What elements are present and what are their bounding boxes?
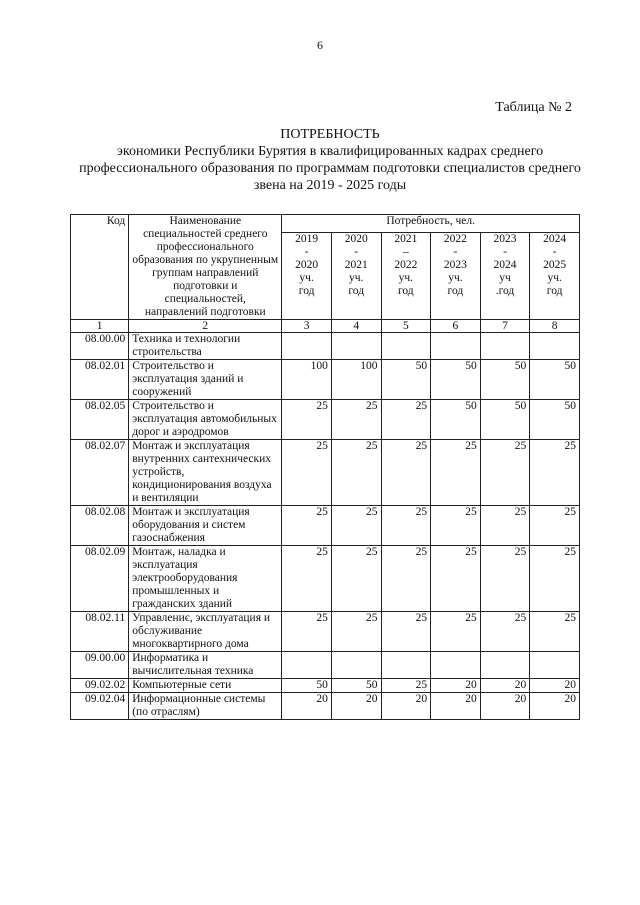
row-value: 25 [331,506,381,546]
table-header-row [71,215,580,233]
row-value [331,333,381,360]
header-year [480,232,530,320]
title-subtitle: экономики Республики Бурятия в квалифицированных кадрах среднего профессионального образования по программам подготовки специалистов среднего звена на 2019 - 2025 годы [79,144,581,193]
header-year-u2: год [397,284,414,297]
table-row [71,333,580,360]
row-name: Строительство и эксплуатация зданий и сооружений [129,360,282,400]
header-year-y2: 2023 [443,258,467,271]
header-year-y1: 2022 [443,232,467,245]
header-year-sep: - [503,245,507,258]
table-row [71,506,580,546]
row-value: 25 [331,400,381,440]
row-value [381,652,431,679]
row-value: 50 [431,360,481,400]
row-value: 25 [530,506,580,546]
row-value [282,652,332,679]
header-year-sep: – [402,245,409,258]
row-value: 20 [431,679,481,693]
header-year-u1: уч. [398,271,414,284]
header-year-u1: уч [499,271,511,284]
header-year-y2: 2021 [344,258,368,271]
row-value: 20 [331,693,381,720]
row-value: 100 [331,360,381,400]
row-value: 25 [331,612,381,652]
row-name: Монтаж и эксплуатация внутренних сантехнических устройств, кондиционирования воздуха и вентиляции [129,440,282,506]
header-year-u2: год [298,284,315,297]
row-value: 20 [530,679,580,693]
column-number: 4 [331,320,381,333]
row-value [431,333,481,360]
row-value: 25 [431,612,481,652]
row-value: 25 [282,440,332,506]
row-value: 25 [431,546,481,612]
row-value: 25 [381,440,431,506]
row-name: Компьютерные сети [129,679,282,693]
demand-table [70,214,580,720]
row-value: 50 [431,400,481,440]
table-row [71,440,580,506]
row-value: 50 [530,360,580,400]
row-code: 08.02.05 [71,400,129,440]
header-year-u1: уч. [448,271,463,284]
row-code: 09.02.04 [71,693,129,720]
table-row [71,360,580,400]
table-row [71,546,580,612]
column-number: 5 [381,320,431,333]
row-value: 25 [530,612,580,652]
row-value: 50 [530,400,580,440]
header-year [381,232,431,320]
table-row [71,652,580,679]
header-year-sep: - [453,245,458,258]
row-value: 25 [431,506,481,546]
row-value: 20 [480,679,530,693]
title-heading: ПОТРЕБНОСТЬ [280,127,380,142]
row-name: Техника и технологии строительства [129,333,282,360]
column-number: 3 [282,320,332,333]
row-name: Строительство и эксплуатация автомобильных дорог и аэродромов [129,400,282,440]
row-value: 25 [381,506,431,546]
header-name: Наименование специальностей среднего профессионального образования по укрупненным группам направлений подготовки и специальностей, направлений подготовки [129,215,282,320]
row-code: 08.00.00 [71,333,129,360]
column-number: 6 [431,320,481,333]
header-year-u2: год [546,284,563,297]
header-year-u2: год [447,284,464,297]
page-number: 6 [317,38,323,52]
row-value [282,333,332,360]
row-value [480,652,530,679]
header-year-y2: 2025 [543,258,567,271]
row-value: 20 [282,693,332,720]
row-value: 25 [431,440,481,506]
column-number: 7 [480,320,530,333]
header-code: Код [71,215,129,320]
header-year-y1: 2020 [344,232,368,245]
row-code: 08.02.01 [71,360,129,400]
header-need: Потребность, чел. [282,215,580,233]
row-value: 20 [530,693,580,720]
header-year-y2: 2024 [493,258,517,271]
row-value: 20 [381,693,431,720]
column-number: 8 [530,320,580,333]
row-value: 25 [331,440,381,506]
row-name: Информационные системы (по отраслям) [129,693,282,720]
header-year-y2: 2020 [295,258,319,271]
table-row [71,679,580,693]
table-row [71,693,580,720]
header-year [282,232,332,320]
header-year-u2: .год [495,284,515,297]
header-year [530,232,580,320]
row-value [431,652,481,679]
column-number: 2 [129,320,282,333]
row-code: 08.02.08 [71,506,129,546]
row-value: 25 [480,506,530,546]
header-year-y1: 2023 [493,232,517,245]
row-value: 25 [381,679,431,693]
header-year-y1: 2019 [295,232,319,245]
row-value [381,333,431,360]
row-code: 08.02.11 [71,612,129,652]
row-code: 09.02.02 [71,679,129,693]
row-value: 25 [480,546,530,612]
row-value: 25 [381,612,431,652]
row-value: 50 [331,679,381,693]
header-year-u1: уч. [547,271,562,284]
header-year-u2: год [348,284,365,297]
row-value: 50 [480,360,530,400]
row-value: 25 [530,546,580,612]
row-value: 25 [530,440,580,506]
header-year-u1: уч. [299,271,314,284]
column-number: 1 [71,320,129,333]
row-value: 25 [282,612,332,652]
header-year-u1: уч. [349,271,364,284]
row-value: 50 [480,400,530,440]
row-code: 08.02.09 [71,546,129,612]
header-year-sep: - [552,245,557,258]
header-year-sep: - [354,245,359,258]
header-year-y2: 2022 [394,258,418,271]
row-name: Монтаж и эксплуатация оборудования и систем газоснабжения [129,506,282,546]
row-value [530,333,580,360]
column-number-row [71,320,580,333]
row-value: 100 [282,360,332,400]
row-code: 08.02.07 [71,440,129,506]
row-value: 25 [480,612,530,652]
row-value [480,333,530,360]
row-name: Информатика и вычислительная техника [129,652,282,679]
header-year [331,232,381,320]
row-code: 09.00.00 [71,652,129,679]
row-value [331,652,381,679]
row-name: Управлениє, эксплуатация и обслуживание многоквартирного дома [129,612,282,652]
row-value: 25 [331,546,381,612]
table-row [71,612,580,652]
header-year-sep: - [304,245,309,258]
row-value: 50 [381,360,431,400]
row-value: 25 [480,440,530,506]
row-value: 25 [282,400,332,440]
row-value: 25 [282,546,332,612]
row-name: Монтаж, наладка и эксплуатация электрооборудования промышленных и гражданских зданий [129,546,282,612]
table-body [71,320,580,720]
row-value: 25 [282,506,332,546]
header-year-y1: 2024 [543,232,567,245]
row-value: 25 [381,546,431,612]
table-label: Таблица № 2 [495,100,572,115]
row-value: 20 [480,693,530,720]
row-value: 20 [431,693,481,720]
header-year [431,232,481,320]
header-year-y1: 2021 [394,232,418,245]
table-row [71,400,580,440]
document-title [70,126,590,194]
row-value [530,652,580,679]
row-value: 50 [282,679,332,693]
row-value: 25 [381,400,431,440]
